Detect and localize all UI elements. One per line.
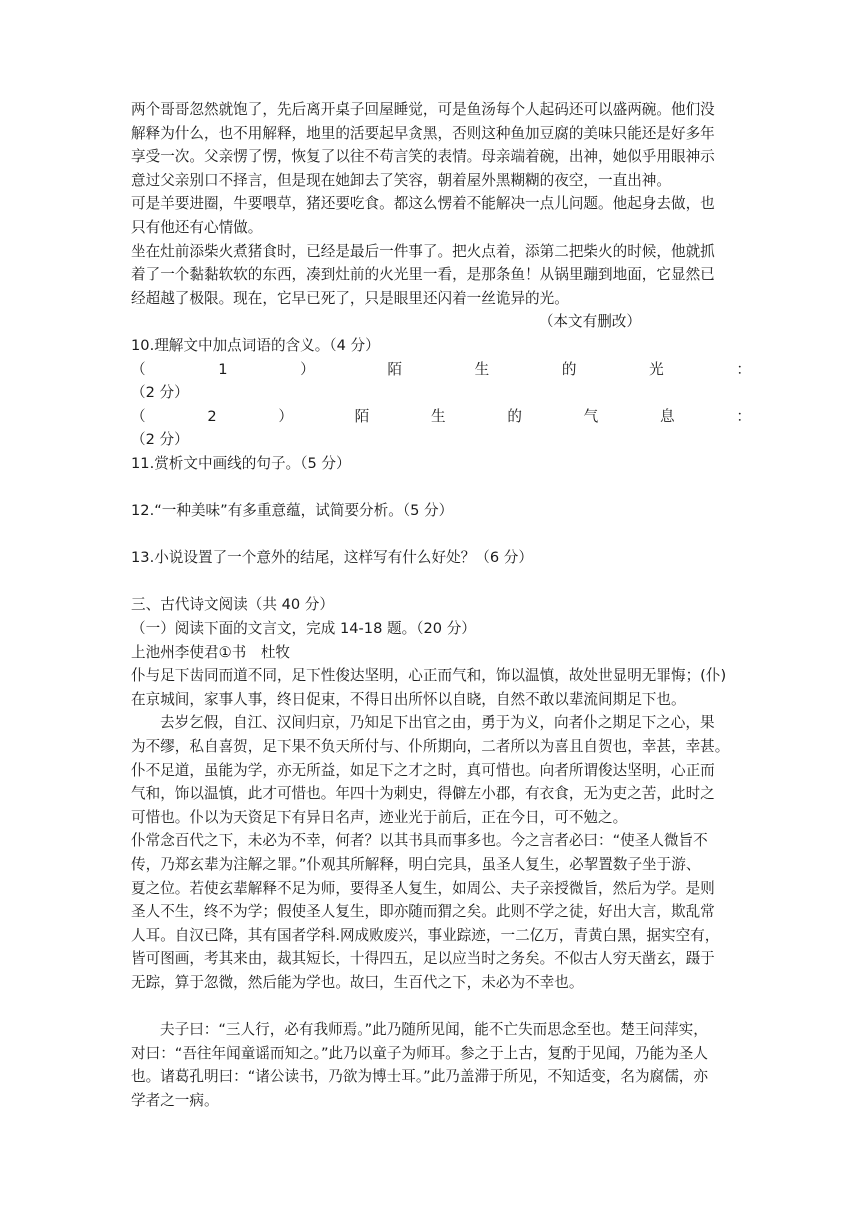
text-line: 解释为什么，也不用解释，地里的活要起早贪黑，否则这种鱼加豆腐的美味只能还是好多年 xyxy=(131,124,715,142)
text-line: 为不缪，私自喜贺，足下果不负天所付与、仆所期向，二者所以为喜且自贺也，幸甚，幸甚。 xyxy=(131,738,730,756)
text-line: 夏之位。若使玄辈解释不足为师，要得圣人复生，如周公、夫子亲授微旨，然后为学。是则 xyxy=(131,879,715,897)
spacer xyxy=(131,570,751,594)
source-note: （本文有删改） xyxy=(538,313,641,331)
text-line: 着了一个黏黏软软的东西，凑到灶前的火光里一看，是那条鱼！从锅里蹦到地面，它显然已 xyxy=(131,266,715,284)
text-line: 去岁乞假，自江、汉间归京，乃知足下出官之由，勇于为义，向者仆之期足下之心，果 xyxy=(160,714,715,732)
q10-1-part: ） xyxy=(300,360,315,378)
passage-title: 上池州李使君①书 杜牧 xyxy=(131,643,291,661)
text-line: 皆可图画，考其来由，裁其短长，十得四五，足以应当时之务矣。不似古人穷天凿玄，蹑于 xyxy=(131,950,715,968)
questions xyxy=(131,334,751,594)
text-line: 坐在灶前添柴火煮猪食时，已经是最后一件事了。把火点着，添第二把柴火的时候，他就抓 xyxy=(131,242,715,260)
question-10-2-score: （2 分） xyxy=(131,431,189,449)
q10-2-part: 生 xyxy=(431,407,446,425)
text-line: 只有他还有心情做。 xyxy=(131,218,263,236)
spacer xyxy=(131,523,751,547)
q10-1-part: ： xyxy=(736,360,751,378)
passage-paragraph-3 xyxy=(131,829,751,994)
spacer xyxy=(131,995,751,1019)
text-line: 两个哥哥忽然就饱了，先后离开桌子回屋睡觉，可是鱼汤每个人起码还可以盛两碗。他们没 xyxy=(131,101,715,118)
text-line: 也。诸葛孔明曰：“诸公读书，乃欲为博士耳。”此乃盖滞于所见，不知适变，名为腐儒，亦 xyxy=(131,1068,708,1086)
text-line: 夫子曰：“三人行，必有我师焉。”此乃随所见闻，能不亡失而思念至也。楚王问萍实， xyxy=(160,1021,708,1039)
text-line: 享受一次。父亲愣了愣，恢复了以往不苟言笑的表情。母亲端着碗，出神，她似乎用眼神示 xyxy=(131,148,715,166)
q10-2-part: 气 xyxy=(583,407,599,425)
text-line: 可惜也。仆以为天资足下有异日名声，迹业光于前后，正在今日，可不勉之。 xyxy=(131,808,628,826)
text-line: 学者之一病。 xyxy=(131,1091,219,1109)
text-line: 圣人不生，终不为学；假使圣人复生，即亦随而猬之矣。此则不学之徒，好出大言，欺乱常 xyxy=(131,903,715,921)
question-10-2 xyxy=(131,405,751,429)
text-line: 对曰：“吾往年闻童谣而知之。”此乃以童子为师耳。参之于上古，复酌于见闻，乃能为圣人 xyxy=(131,1044,708,1062)
text-line: 仆不足道，虽能为学，亦无所益，如足下之才之时，真可惜也。向者所谓俊达坚明，心正而 xyxy=(131,761,715,779)
q10-1-part: 陌 xyxy=(387,360,402,378)
text-line: 人耳。自汉已降，其有国者学科.网成败废兴，事业踪迹，一二亿万，青黄白黑，据实空有， xyxy=(131,926,720,944)
q10-2-part: （ xyxy=(131,407,146,425)
passage-paragraph-2 xyxy=(131,711,751,829)
text-line: 在京城间，家事人事，终日促束，不得日出所怀以自晓，自然不敢以辈流间期足下也。 xyxy=(131,690,686,708)
q10-2-part: 2 xyxy=(207,407,217,425)
spacer xyxy=(131,476,751,500)
q10-1-part: （ xyxy=(131,360,146,378)
section-heading: 三、古代诗文阅读（共 40 分） xyxy=(131,596,334,614)
text-line: 传，乃郑玄辈为注解之罪。”仆观其所解释，明白完具，虽圣人复生，必挈置数子坐于游、 xyxy=(131,856,701,873)
document-body xyxy=(131,98,751,1113)
q10-1-part: 生 xyxy=(474,360,490,378)
question-10-1 xyxy=(131,358,751,382)
text-line: 意过父亲别口不择言，但是现在她卸去了笑容，朝着屋外黑糊糊的夜空，一直出神。 xyxy=(131,171,671,189)
passage-paragraph-4 xyxy=(131,1018,751,1112)
question-10-1-score: （2 分） xyxy=(131,384,189,402)
q10-2-part: ） xyxy=(278,407,293,425)
q10-1-part: 的 xyxy=(561,360,577,378)
passage-paragraph-1 xyxy=(131,664,751,711)
q10-2-part: 的 xyxy=(507,407,522,425)
question-10: 10.理解文中加点词语的含义。（4 分） xyxy=(131,336,380,354)
text-line: 仆常念百代之下，未必为不幸，何者？以其书具而事多也。今之言者必曰：“使圣人微旨不 xyxy=(131,832,708,850)
question-13: 13.小说设置了一个意外的结尾，这样写有什么好处？（6 分） xyxy=(131,549,533,567)
text-line: 经超越了极限。现在，它早已死了，只是眼里还闪着一丝诡异的光。 xyxy=(131,289,569,307)
q10-2-part: 息 xyxy=(659,407,675,425)
text-line: 无踪，算于忽微，然后能为学也。故曰，生百代之下，未必为不幸也。 xyxy=(131,973,584,991)
q10-2-part: 陌 xyxy=(354,407,370,425)
classical-reading-section xyxy=(131,593,751,1112)
section-subheading: （一）阅读下面的文言文，完成 14-18 题。（20 分） xyxy=(131,620,476,638)
text-line: 气和，饰以温慎，此才可惜也。年四十为刺史，得僻左小郡，有衣食，无为吏之苦，此时之 xyxy=(131,785,715,803)
story-text xyxy=(131,98,751,334)
text-line: 可是羊要进圈，牛要喂草，猪还要吃食。都这么愣着不能解决一点儿问题。他起身去做，也 xyxy=(131,195,715,213)
text-line: 仆与足下齿同而道不同，足下性俊达坚明，心正而气和，饰以温慎，故处世显明无罪悔；(仆) xyxy=(131,667,727,685)
q10-1-part: 光 xyxy=(649,360,664,378)
q10-1-part: 1 xyxy=(218,360,228,378)
q10-2-part: ： xyxy=(736,407,751,425)
question-12: 12.“一种美味”有多重意蕴，试简要分析。（5 分） xyxy=(131,502,454,520)
question-11: 11.赏析文中画线的句子。（5 分） xyxy=(131,454,351,472)
